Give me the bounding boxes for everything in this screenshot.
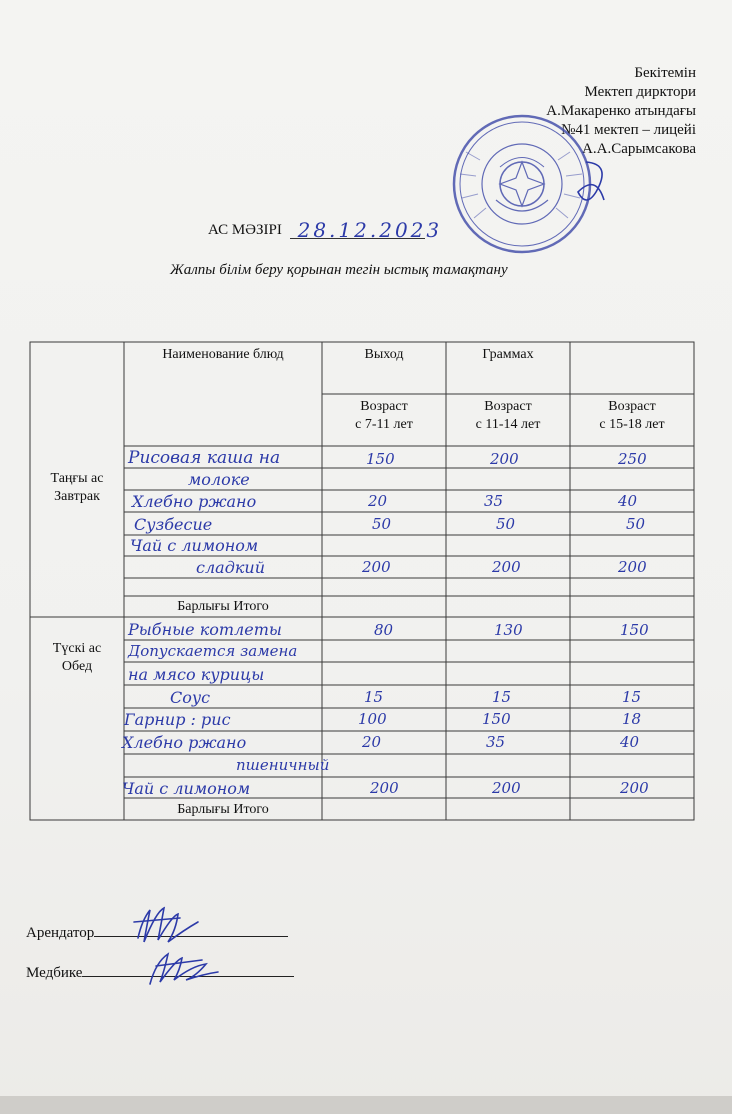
- nurse-label: Медбике: [26, 965, 83, 981]
- lunch-dish-1-v3: 150: [620, 621, 649, 639]
- lunch-dish-1-v1: 80: [374, 621, 394, 639]
- lunch-dish-7: пшеничный: [236, 756, 330, 774]
- handwritten-signatures: [120, 900, 320, 990]
- approval-line-2: Мектеп дирктори: [584, 84, 696, 100]
- lunch-dish-4-v3: 15: [622, 688, 642, 706]
- lunch-dish-5-v2: 150: [482, 710, 511, 728]
- breakfast-dish-3-v1: 20: [368, 492, 388, 510]
- breakfast-dish-4-v3: 50: [626, 515, 646, 533]
- lunch-dish-8-v2: 200: [492, 779, 521, 797]
- approval-line-3: А.Макаренко атындағы: [546, 103, 696, 119]
- breakfast-dish-1-v1: 150: [366, 450, 395, 468]
- lunch-dish-4-v2: 15: [492, 688, 512, 706]
- tenant-label: Арендатор: [26, 925, 95, 941]
- paper-edge: [0, 1096, 732, 1114]
- breakfast-dish-4-v1: 50: [372, 515, 392, 533]
- lunch-dish-8: Чай с лимоном: [122, 779, 251, 798]
- breakfast-dish-1: Рисовая каша на: [128, 448, 281, 468]
- approval-line-1: Бекітемін: [634, 65, 696, 81]
- breakfast-label: Таңғы ас Завтрак: [50, 471, 104, 504]
- lunch-dish-6-v2: 35: [486, 733, 506, 751]
- approval-line-5: А.А.Сарымсакова: [582, 141, 696, 157]
- breakfast-dish-1-v2: 200: [490, 450, 519, 468]
- breakfast-dish-6-v3: 200: [618, 558, 647, 576]
- breakfast-dish-4: Сузбесие: [134, 515, 213, 534]
- header-grams: Граммах: [482, 347, 534, 362]
- lunch-label: Түскі ас Обед: [52, 641, 102, 674]
- lunch-dish-5: Гарнир : рис: [124, 710, 231, 729]
- lunch-dish-1: Рыбные котлеты: [128, 620, 282, 639]
- breakfast-dish-6: сладкий: [196, 558, 265, 577]
- menu-subtitle: Жалпы білім беру қорынан тегін ыстық тамақтану: [170, 262, 508, 278]
- lunch-dish-8-v1: 200: [370, 779, 399, 797]
- breakfast-dish-3-v3: 40: [618, 492, 638, 510]
- lunch-dish-5-v1: 100: [358, 710, 387, 728]
- breakfast-dish-3: Хлебно ржано: [132, 492, 257, 511]
- menu-title-text: АС МӘЗІРІ: [208, 222, 282, 238]
- lunch-dish-3: на мясо курицы: [128, 665, 265, 684]
- lunch-dish-5-v3: 18: [622, 710, 642, 728]
- breakfast-dish-3-v2: 35: [484, 492, 504, 510]
- header-output: Выход: [364, 347, 404, 362]
- breakfast-dish-1-v3: 250: [618, 450, 647, 468]
- breakfast-dish-5: Чай с лимоном: [130, 536, 259, 555]
- lunch-dish-8-v3: 200: [620, 779, 649, 797]
- lunch-total-label: Барлығы Итого: [177, 802, 269, 817]
- breakfast-dish-6-v2: 200: [492, 558, 521, 576]
- header-age-11-14: Возраст с 11-14 лет: [475, 399, 541, 432]
- lunch-dish-6: Хлебно ржано: [122, 733, 247, 752]
- approval-line-4: №41 мектеп – лицейі: [561, 122, 696, 138]
- lunch-dish-6-v1: 20: [362, 733, 382, 751]
- lunch-dish-2: Допускается замена: [128, 642, 298, 660]
- breakfast-dish-2: молоке: [188, 470, 250, 489]
- handwritten-date: 28.12.2023: [297, 218, 443, 242]
- header-age-7-11: Возраст с 7-11 лет: [355, 399, 413, 432]
- breakfast-total-label: Барлығы Итого: [177, 599, 269, 614]
- lunch-dish-6-v3: 40: [620, 733, 640, 751]
- breakfast-dish-4-v2: 50: [496, 515, 516, 533]
- header-age-15-18: Возраст с 15-18 лет: [599, 399, 665, 432]
- header-dishes: Наименование блюд: [162, 347, 284, 362]
- lunch-dish-1-v2: 130: [494, 621, 523, 639]
- lunch-dish-4: Соус: [170, 688, 211, 707]
- breakfast-dish-6-v1: 200: [362, 558, 391, 576]
- lunch-dish-4-v1: 15: [364, 688, 384, 706]
